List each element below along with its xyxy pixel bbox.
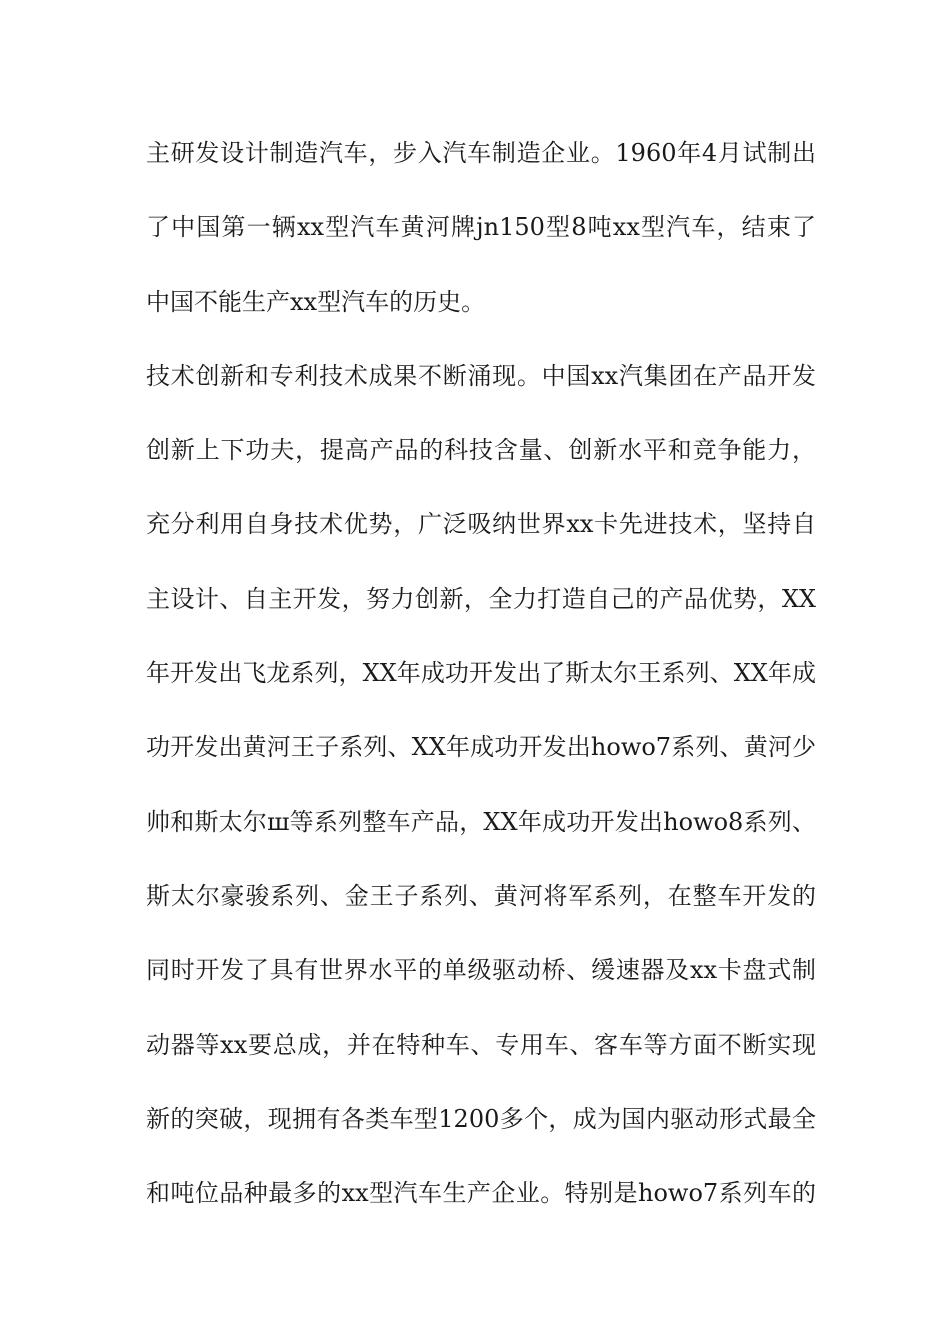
text-line: 中国不能生产xx型汽车的历史。	[146, 287, 486, 316]
text-line: 功开发出黄河王子系列、XX年成功开发出howo7系列、黄河少	[146, 733, 816, 762]
body-text	[146, 131, 816, 1245]
text-line: 新的突破，现拥有各类车型1200多个，成为国内驱动形式最全	[146, 1104, 816, 1133]
text-line: 斯太尔豪骏系列、金王子系列、黄河将军系列，在整车开发的	[146, 881, 816, 910]
text-line: 主设计、自主开发，努力创新，全力打造自己的产品优势，XX	[146, 584, 816, 613]
text-line: 动器等xx要总成，并在特种车、专用车、客车等方面不断实现	[146, 1030, 816, 1059]
text-line: 和吨位品种最多的xx型汽车生产企业。特别是howo7系列车的	[146, 1179, 816, 1208]
text-line: 充分利用自身技术优势，广泛吸纳世界xx卡先进技术，坚持自	[146, 510, 816, 539]
text-line: 同时开发了具有世界水平的单级驱动桥、缓速器及xx卡盘式制	[146, 956, 816, 985]
text-line: 主研发设计制造汽车，步入汽车制造企业。1960年4月试制出	[146, 139, 816, 167]
text-line: 创新上下功夫，提高产品的科技含量、创新水平和竞争能力，	[146, 436, 816, 465]
text-line: 帅和斯太尔ш等系列整车产品，XX年成功开发出howo8系列、	[146, 807, 816, 836]
text-line: 年开发出飞龙系列，XX年成功开发出了斯太尔王系列、XX年成	[146, 659, 816, 688]
text-line: 了中国第一辆xx型汽车黄河牌jn150型8吨xx型汽车，结束了	[146, 213, 816, 242]
text-line: 技术创新和专利技术成果不断涌现。中国xx汽集团在产品开发	[146, 361, 816, 390]
